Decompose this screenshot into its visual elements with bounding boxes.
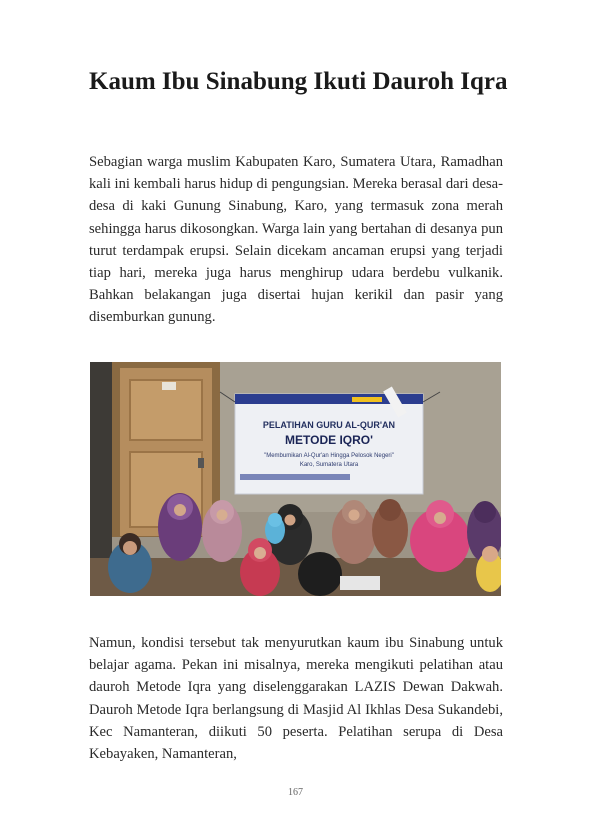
article-title: Kaum Ibu Sinabung Ikuti Dauroh Iqra — [89, 68, 508, 95]
banner-line-2: METODE IQRO' — [285, 433, 373, 447]
banner-line-3: "Membumikan Al-Qur'an Hingga Pelosok Negeri" — [264, 453, 394, 459]
banner-line-4: Karo, Sumatera Utara — [299, 462, 359, 468]
article-photo — [90, 362, 501, 596]
banner-line-1: PELATIHAN GURU AL-QUR'AN — [262, 420, 396, 430]
page-number: 167 — [288, 787, 303, 798]
article-paragraph-2: Namun, kondisi tersebut tak menyurutkan kaum ibu Sinabung untuk belajar agama. Pekan ini misalnya, mereka mengikuti pelatihan atau dauroh Metode Iqra yang diselenggarakan LAZIS Dewan Dakwah. Dauroh Metode Iqra berlangsung di Masjid Al Ikhlas Desa Sukandebi, Kec Namanteran, diikuti 50 peserta. Pelatihan serupa di Desa Kebayaken, Namanteran, — [89, 635, 503, 763]
article-paragraph-1: Sebagian warga muslim Kabupaten Karo, Sumatera Utara, Ramadhan kali ini kembali harus hidup di pengungsian. Mereka berasal dari desa-desa di kaki Gunung Sinabung, Karo, yang termasuk zona merah sehingga harus dikosongkan. Warga lain yang bertahan di desanya pun turut terdampak erupsi. Selain dicekam ancaman erupsi yang terjadi tiap hari, mereka juga harus menghirup udara berdebu vulkanik. Bahkan belakangan juga disertai hujan kerikil dan pasir yang disemburkan gunung. — [89, 154, 503, 326]
